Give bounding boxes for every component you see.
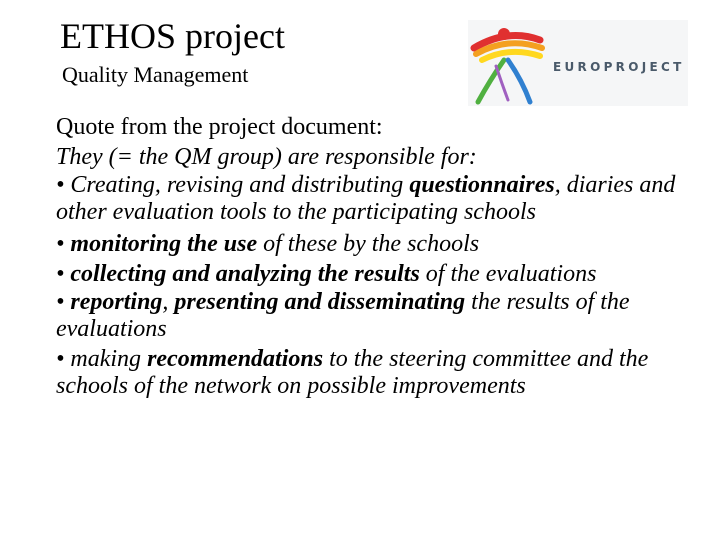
logo-text: EUROPROJECT <box>553 60 685 74</box>
bullet-mark: • <box>56 261 71 287</box>
list-item <box>56 172 720 226</box>
bullet-mark: • <box>56 289 71 315</box>
item-text: to the steering committee and the schools of the network on possible improvements <box>56 346 649 399</box>
item-keyword: recommendations <box>147 346 324 372</box>
item-keyword: reporting <box>70 289 163 315</box>
item-text: making <box>70 346 148 372</box>
bullet-mark: • <box>56 231 71 257</box>
intro-line: Quote from the project document: <box>56 114 383 140</box>
europroject-logo <box>468 20 688 106</box>
list-item <box>56 259 720 289</box>
item-text: of these by the schools <box>257 231 480 257</box>
bullet-mark: • <box>56 346 71 372</box>
item-keyword: presenting and disseminating <box>174 289 466 315</box>
item-keyword: questionnaires <box>409 172 555 198</box>
item-keyword: monitoring the use <box>70 231 258 257</box>
item-text: of the evaluations <box>419 261 597 287</box>
page-subtitle: Quality Management <box>62 62 249 87</box>
item-text: , <box>162 289 175 315</box>
item-text: the results of the evaluations <box>56 289 630 342</box>
quote-body <box>56 112 720 403</box>
page-title: ETHOS project <box>60 16 285 56</box>
item-keyword: collecting and analyzing the results <box>70 261 420 287</box>
item-text: , diaries and other evaluation tools to the participating schools <box>56 172 676 225</box>
bullet-mark: • <box>56 172 71 198</box>
list-item <box>56 346 720 400</box>
item-text: Creating, revising and distributing <box>70 172 410 198</box>
list-item <box>56 289 720 343</box>
lead-line: They (= the QM group) are responsible for: <box>56 144 477 170</box>
list-item <box>56 229 720 259</box>
